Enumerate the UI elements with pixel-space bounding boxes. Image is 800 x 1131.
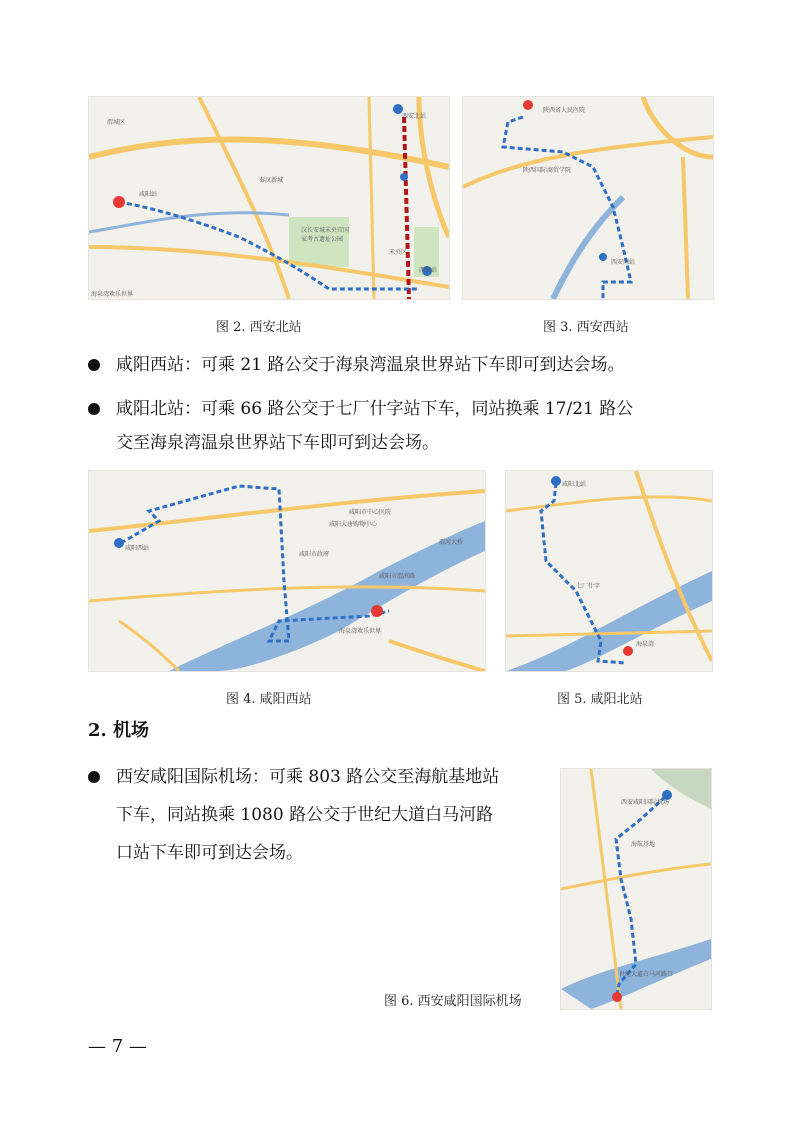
map-xianyang-north-drawing: [506, 471, 712, 671]
map-label: 海泉湾欢乐世界: [91, 291, 134, 298]
bullet-item: [88, 760, 558, 870]
figure-caption: 图 2. 西安北站: [216, 320, 302, 335]
bullet-text: 下车，同站换乘 1080 路公交于世纪大道白马河路: [116, 805, 494, 825]
page-number: — 7 —: [88, 1036, 147, 1057]
section-title: 2. 机场: [88, 720, 150, 741]
map-xian-west-drawing: [463, 97, 713, 299]
map-label: 咸阳北站: [562, 481, 587, 488]
map-label: 咸阳站: [139, 191, 158, 198]
map-label: 世纪大道白马河路口: [619, 971, 674, 978]
map-label: 西安咸阳国际机场: [621, 799, 670, 806]
bullet-item: [88, 392, 728, 460]
map-xian-north: [88, 96, 450, 300]
map-label: 七厂什字: [576, 583, 601, 590]
map-airport: [560, 768, 712, 1010]
map-label: 咸阳西站: [125, 545, 150, 552]
bullet-text: 口站下车即可到达会场。: [116, 843, 303, 863]
bullet-text: 交至海泉湾温泉世界站下车即可到达会场。: [116, 433, 439, 453]
map-label: 咸阳大唐购物中心: [329, 521, 378, 528]
bullet-dot-icon: [88, 359, 100, 371]
map-label: 汉长安城未央宫国家考古遗址公园: [301, 227, 350, 243]
figure-caption: 图 6. 西安咸阳国际机场: [384, 994, 522, 1009]
map-xianyang-north: [505, 470, 713, 672]
figure-caption: 图 5. 咸阳北站: [557, 692, 643, 707]
bullet-text: 咸阳西站：可乘 21 路公交于海泉湾温泉世界站下车即可到达会场。: [116, 355, 625, 375]
map-label: 渭城区: [107, 119, 126, 126]
bullet-dot-icon: [88, 771, 100, 783]
map-label: 陕西国际商贸学院: [523, 167, 572, 174]
figure-caption: 图 3. 西安西站: [543, 320, 629, 335]
map-xianyang-west: [88, 470, 486, 672]
map-xian-north-drawing: [89, 97, 449, 299]
map-label: 咸阳市渭滨路: [379, 573, 416, 580]
map-label: 海泉湾: [636, 641, 655, 648]
map-label: 海泉湾欢乐世界: [339, 628, 382, 635]
bullet-text: 西安咸阳国际机场：可乘 803 路公交至海航基地站: [116, 767, 500, 787]
map-label: 西安北站: [402, 113, 427, 120]
map-label: 未央区: [389, 249, 408, 256]
map-label: 陕西省人民医院: [543, 107, 586, 114]
map-label: 西安站: [419, 267, 438, 274]
figure-caption: 图 4. 咸阳西站: [226, 692, 312, 707]
map-label: 海航基地: [631, 841, 656, 848]
bullet-dot-icon: [88, 403, 100, 415]
bullet-text: 咸阳北站：可乘 66 路公交于七厂什字站下车，同站换乘 17/21 路公: [116, 399, 634, 419]
map-label: 咸阳市政府: [299, 551, 330, 558]
map-label: 渭河大桥: [439, 539, 464, 546]
map-label: 西安西站: [611, 259, 636, 266]
map-xianyang-west-drawing: [89, 471, 485, 671]
map-label: 秦汉新城: [259, 177, 284, 184]
map-xian-west: [462, 96, 714, 300]
map-label: 咸阳市中心医院: [349, 509, 392, 516]
